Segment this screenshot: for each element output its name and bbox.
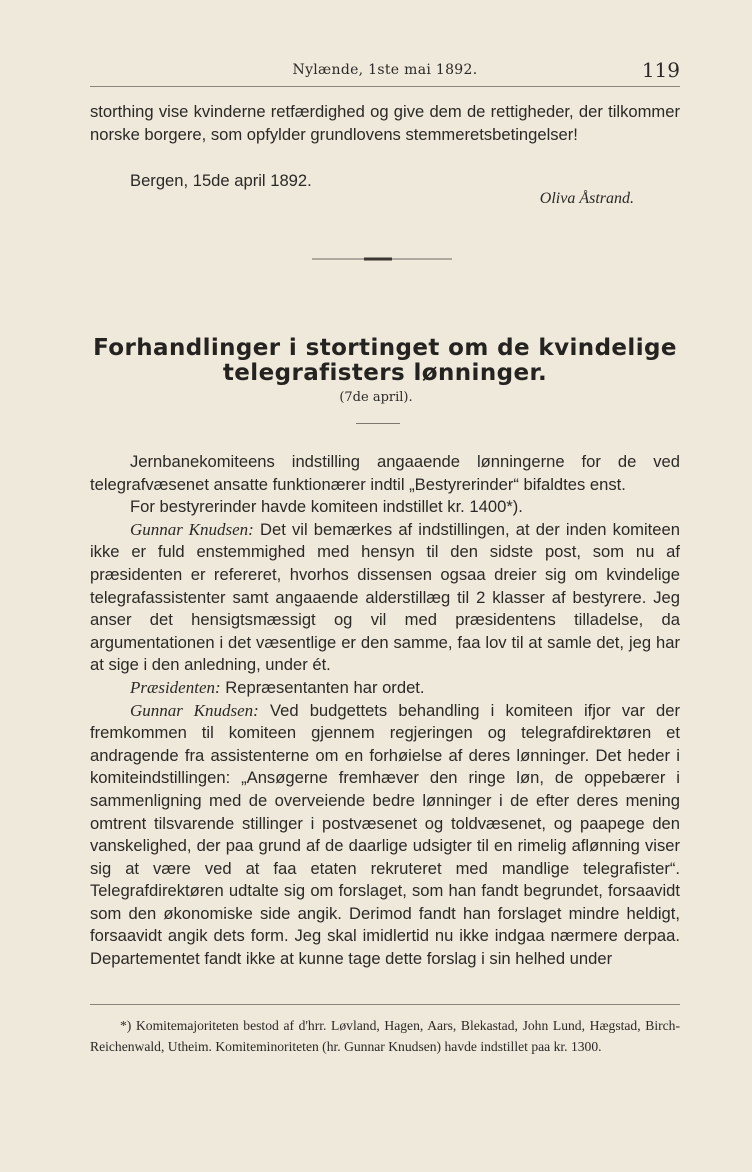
speech-text: Ved budgettets behandling i komiteen ifjor var der fremkommen til komiteen gjennem regjeringen og telegrafdirektøren et andragende fra assistenterne om en forhøielse af deres lønninger. Det heder i komiteindstillingen: „Ansøgerne fremhæver den ringe løn, de oppebærer i sammenligning med de overveiende bedre lønninger i de efter deres mening omtrent tilsvarende stillinger i postvæsenet og toldvæsenet, og paapege den vanskelighed, der paa grund af de daarlige udsigter til en rimelig aflønning viser sig at være ved at faa etaten rekruteret med mandlige telegrafister“. Telegrafdirektøren udtalte sig om forslaget, som han fandt begrundet, forsaavidt som den økonomiske side angik. Derimod fandt han forslaget mindre heldigt, forsaavidt angik dets form. Jeg skal imidlertid nu ikke indgaa nærmere derpaa. Departementet fandt ikke at kunne tage dette forslag i sin helhed under bbox=[90, 700, 680, 969]
page-number: 119 bbox=[641, 58, 680, 82]
place-date: Bergen, 15de april 1892. bbox=[130, 171, 312, 190]
footnote-text: *) Komitemajoriteten bestod af d'hrr. Løvland, Hagen, Aars, Blekastad, John Lund, Hægstad, Birch-Reichenwald, Utheim. Komiteminoriteten (hr. Gunnar Knudsen) havde indstillet paa kr. 1300. bbox=[90, 1018, 680, 1054]
article-body bbox=[90, 451, 680, 971]
intro-paragraph: storthing vise kvinderne retfærdighed og give dem de rettigheder, der tilkommer norske borgere, som opfylder grundlovens stemmeretsbetingelser! bbox=[90, 102, 680, 144]
signature: Oliva Åstrand. bbox=[539, 190, 634, 207]
footnote-rule bbox=[90, 1004, 680, 1005]
paragraph-3 bbox=[90, 519, 680, 677]
speech-text: Det vil bemærkes af indstillingen, at der inden komiteen ikke er fuld enstemmighed med hensyn til den sidste post, som nu af præsidenten er refereret, hvorhos dissensen ogsaa dreier sig om kvindelige telegrafassistenter samt angaaende alderstillæg til 2 klasser af bestyrere. Jeg anser det hensigtsmæssigt og vil med præsidentens tilladelse, da argumentationen i det væsentlige er den samme, faa lov til at samle det, jeg har at sige i den anledning, under ét. bbox=[90, 519, 680, 675]
speaker-name: Gunnar Knudsen: bbox=[130, 519, 254, 539]
paragraph-5 bbox=[90, 700, 680, 971]
footnote bbox=[90, 1016, 680, 1057]
paragraph-4 bbox=[90, 677, 680, 700]
running-header bbox=[90, 60, 680, 87]
speech-text: Repræsentanten har ordet. bbox=[220, 677, 425, 697]
paragraph-2: For bestyrerinder havde komiteen indstillet kr. 1400*). bbox=[130, 497, 523, 517]
section-divider-ornament bbox=[312, 253, 452, 265]
speaker-name: Præsidenten: bbox=[130, 677, 221, 697]
article-date: (7de april). bbox=[339, 390, 413, 405]
article-title: Forhandlinger i stortinget om de kvindelige telegrafisters lønninger. bbox=[93, 335, 677, 386]
running-title: Nylænde, 1ste mai 1892. bbox=[292, 62, 478, 78]
paragraph-1: Jernbanekomiteens indstilling angaaende lønningerne for de ved telegrafvæsenet ansatte funktionærer indtil „Bestyrerinder“ bifaldtes enst. bbox=[90, 452, 680, 494]
intro-paragraph-block bbox=[90, 101, 680, 146]
short-rule bbox=[356, 423, 400, 424]
speaker-name: Gunnar Knudsen: bbox=[130, 700, 259, 720]
